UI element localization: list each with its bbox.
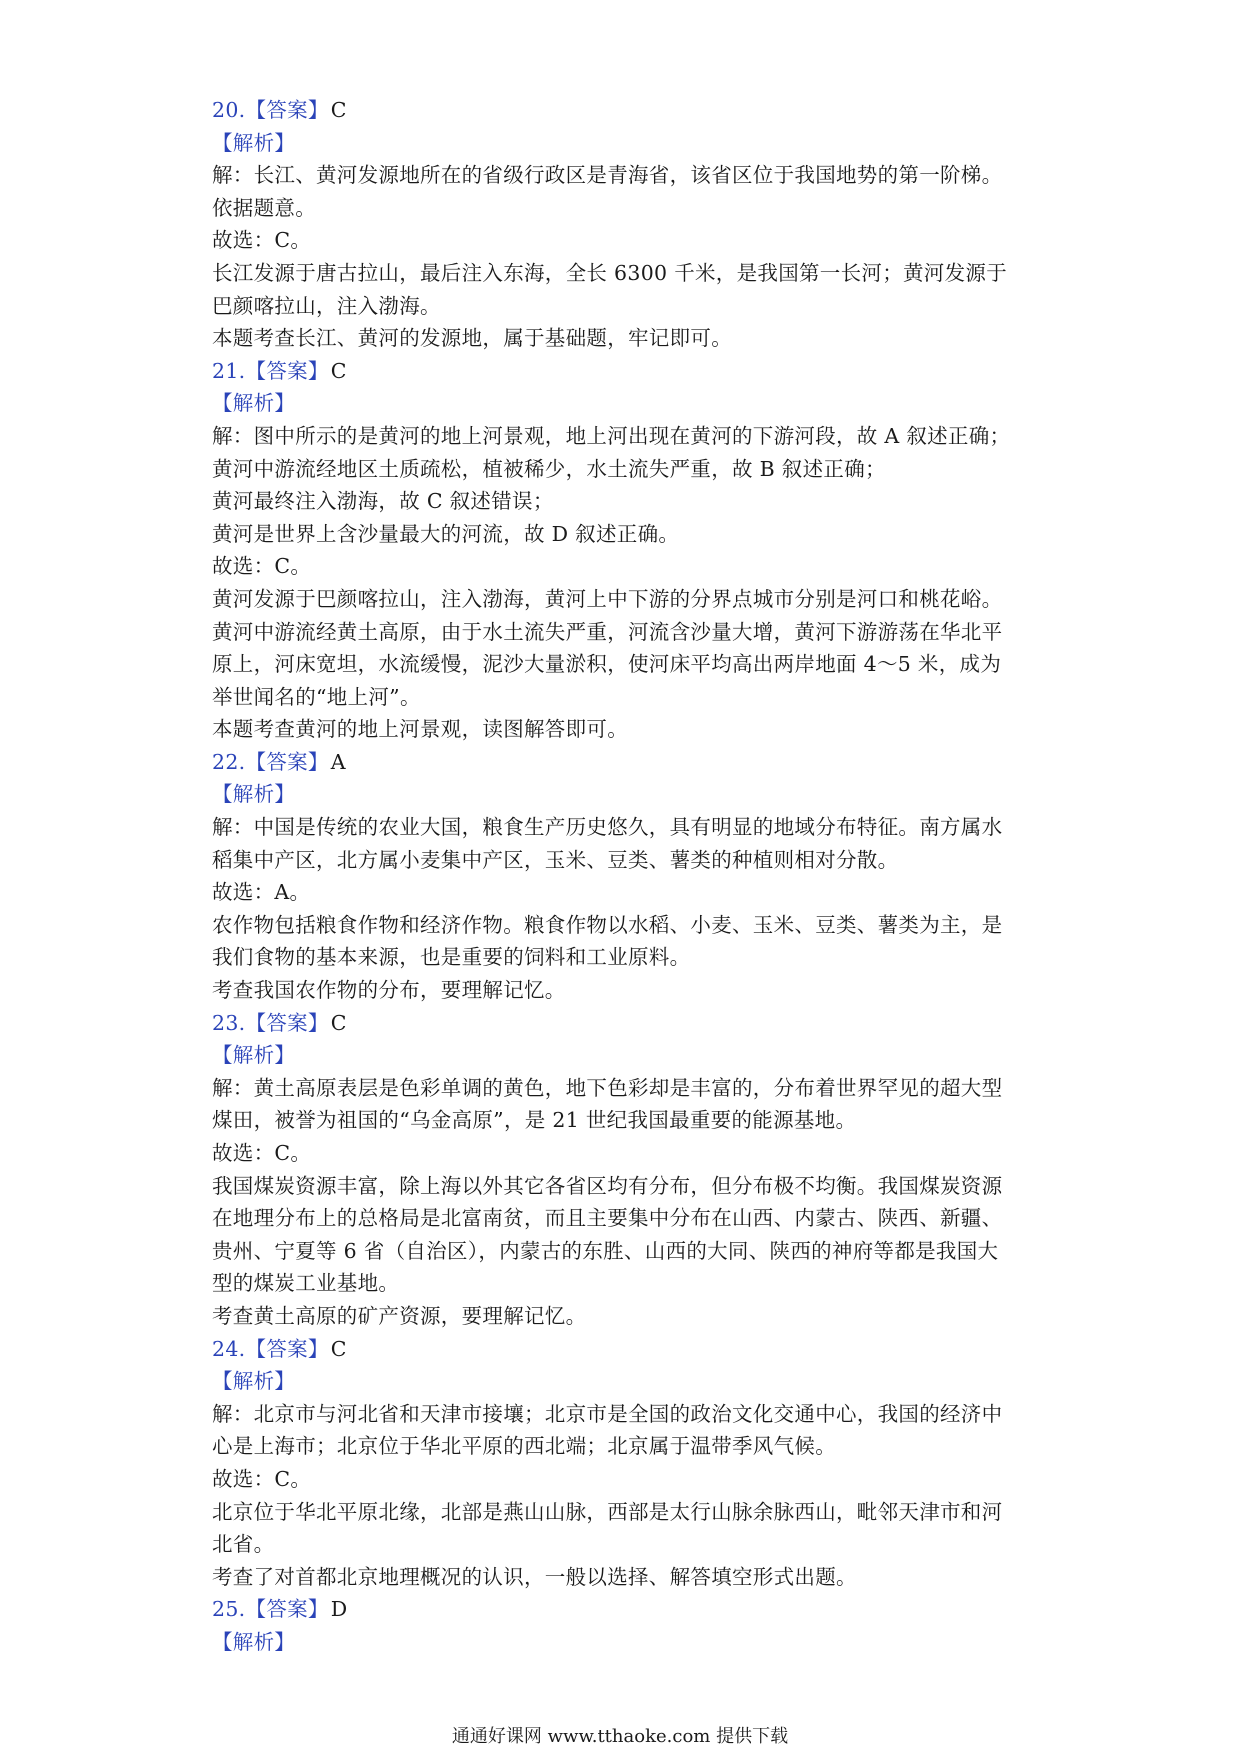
analysis-text-line: 黄河中游流经地区土质疏松，植被稀少，水土流失严重，故 B 叙述正确； [212, 456, 886, 481]
answer-item [212, 1007, 1052, 1333]
answer-item [212, 355, 1052, 746]
analysis-text-line: 本题考查长江、黄河的发源地，属于基础题，牢记即可。 [212, 326, 732, 351]
answer-value: A [330, 749, 346, 774]
analysis-text-line: 依据题意。 [212, 195, 316, 220]
analysis-text-line: 煤田，被誉为祖国的“乌金高原”，是 21 世纪我国最重要的能源基地。 [212, 1108, 857, 1133]
analysis-text-line: 黄河发源于巴颜喀拉山，注入渤海，黄河上中下游的分界点城市分别是河口和桃花峪。 [212, 586, 1003, 611]
analysis-text-line: 我们食物的基本来源，也是重要的饲料和工业原料。 [212, 945, 691, 970]
analysis-text-line: 解：中国是传统的农业大国，粮食生产历史悠久，具有明显的地域分布特征。南方属水 [212, 815, 1003, 840]
analysis-text-line: 解：长江、黄河发源地所在的省级行政区是青海省，该省区位于我国地势的第一阶梯。 [212, 163, 1003, 188]
analysis-text-line: 举世闻名的“地上河”。 [212, 684, 421, 709]
answer-line [212, 746, 1052, 779]
question-number: 23. [212, 1010, 246, 1035]
analysis-label: 【解析】 [212, 391, 296, 416]
analysis-label: 【解析】 [212, 1369, 296, 1394]
analysis-text-line: 考查我国农作物的分布，要理解记忆。 [212, 978, 566, 1003]
question-number: 25. [212, 1597, 246, 1622]
question-number: 24. [212, 1336, 246, 1361]
analysis-text-line: 解：北京市与河北省和天津市接壤；北京市是全国的政治文化交通中心，我国的经济中 [212, 1401, 1003, 1426]
answer-value: C [330, 98, 347, 122]
analysis-text-line: 心是上海市；北京位于华北平原的西北端；北京属于温带季风气候。 [212, 1434, 836, 1459]
analysis-label: 【解析】 [212, 1629, 296, 1654]
analysis-text-line: 型的煤炭工业基地。 [212, 1271, 400, 1296]
answer-item [212, 1333, 1052, 1594]
document-body [212, 94, 1052, 1659]
answer-label: 【答案】 [245, 1010, 329, 1035]
answer-label: 【答案】 [245, 1336, 329, 1361]
page-footer: 通通好课网 www.tthaoke.com 提供下载 [451, 1726, 789, 1747]
analysis-text-line: 解：黄土高原表层是色彩单调的黄色，地下色彩却是丰富的，分布着世界罕见的超大型 [212, 1075, 1003, 1100]
analysis-text-line: 本题考查黄河的地上河景观，读图解答即可。 [212, 717, 628, 742]
answer-label: 【答案】 [245, 98, 329, 122]
analysis-text-line: 长江发源于唐古拉山，最后注入东海，全长 6300 千米，是我国第一长河；黄河发源于 [212, 260, 1008, 285]
analysis-text-line: 故选：C。 [212, 1466, 312, 1491]
answer-value: C [330, 358, 347, 383]
analysis-text-line: 北省。 [212, 1532, 275, 1557]
question-number: 20. [212, 98, 246, 122]
answer-label: 【答案】 [245, 1597, 329, 1622]
answer-line [212, 1007, 1052, 1040]
answer-value: C [330, 1010, 347, 1035]
analysis-text-line: 黄河最终注入渤海，故 C 叙述错误； [212, 489, 554, 514]
analysis-text-line: 考查了对首都北京地理概况的认识，一般以选择、解答填空形式出题。 [212, 1564, 857, 1589]
answer-line [212, 1333, 1052, 1366]
analysis-text-line: 稻集中产区，北方属小麦集中产区，玉米、豆类、薯类的种植则相对分散。 [212, 847, 899, 872]
answer-value: D [330, 1597, 348, 1622]
analysis-text-line: 北京位于华北平原北缘，北部是燕山山脉，西部是太行山脉余脉西山，毗邻天津市和河 [212, 1499, 1003, 1524]
answer-value: C [330, 1336, 347, 1361]
answer-line [212, 94, 1052, 127]
analysis-text-line: 故选：C。 [212, 1141, 312, 1165]
answer-label: 【答案】 [245, 749, 329, 774]
analysis-text-line: 故选：A。 [212, 880, 311, 905]
answer-line [212, 355, 1052, 388]
answer-item [212, 94, 1052, 355]
analysis-text-line: 黄河是世界上含沙量最大的河流，故 D 叙述正确。 [212, 521, 680, 546]
analysis-label: 【解析】 [212, 1043, 296, 1068]
analysis-text-line: 我国煤炭资源丰富，除上海以外其它各省区均有分布，但分布极不均衡。我国煤炭资源 [212, 1173, 1003, 1198]
analysis-text-line: 贵州、宁夏等 6 省（自治区），内蒙古的东胜、山西的大同、陕西的神府等都是我国大 [212, 1238, 999, 1263]
question-number: 22. [212, 749, 246, 774]
analysis-label: 【解析】 [212, 130, 296, 155]
analysis-text-line: 考查黄土高原的矿产资源，要理解记忆。 [212, 1303, 587, 1328]
answer-label: 【答案】 [245, 358, 329, 383]
analysis-text-line: 巴颜喀拉山，注入渤海。 [212, 293, 441, 318]
answer-item [212, 746, 1052, 1007]
analysis-text-line: 原上，河床宽坦，水流缓慢，泥沙大量淤积，使河床平均高出两岸地面 4～5 米，成为 [212, 652, 1002, 677]
question-number: 21. [212, 358, 246, 383]
analysis-text-line: 解：图中所示的是黄河的地上河景观，地上河出现在黄河的下游河段，故 A 叙述正确； [212, 423, 1011, 448]
analysis-text-line: 农作物包括粮食作物和经济作物。粮食作物以水稻、小麦、玉米、豆类、薯类为主，是 [212, 912, 1003, 937]
analysis-text-line: 在地理分布上的总格局是北富南贫，而且主要集中分布在山西、内蒙古、陕西、新疆、 [212, 1206, 1003, 1231]
answer-item [212, 1593, 1052, 1658]
analysis-text-line: 故选：C。 [212, 554, 312, 579]
analysis-text-line: 黄河中游流经黄土高原，由于水土流失严重，河流含沙量大增，黄河下游游荡在华北平 [212, 619, 1003, 644]
analysis-label: 【解析】 [212, 782, 296, 807]
answer-line [212, 1593, 1052, 1626]
analysis-text-line: 故选：C。 [212, 228, 312, 253]
